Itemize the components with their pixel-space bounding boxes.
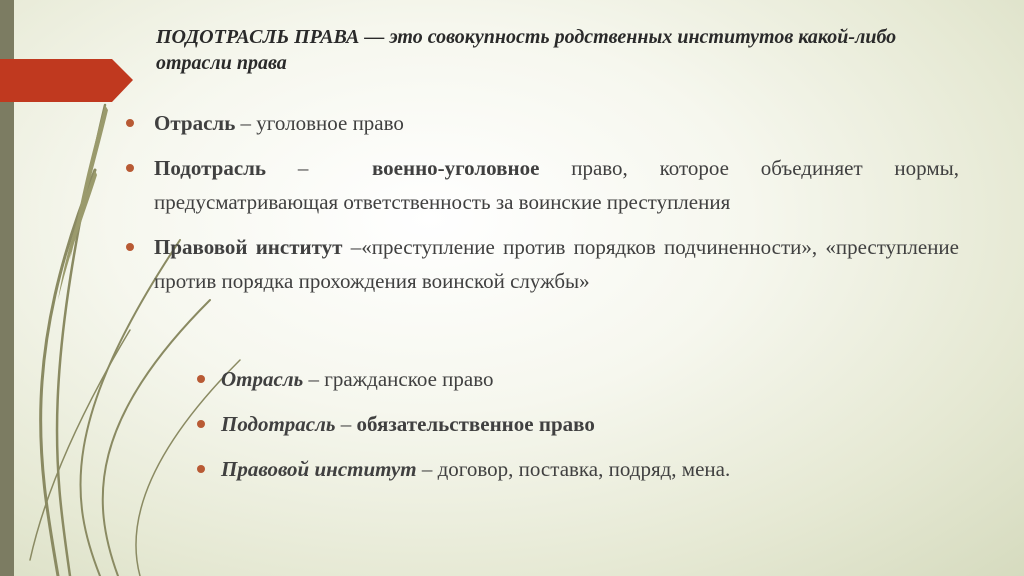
slide-title xyxy=(156,24,976,76)
main-bullet-list xyxy=(154,106,959,309)
bullet-text: – гражданское право xyxy=(303,367,494,391)
list-item xyxy=(154,230,959,298)
title-accent-arrow xyxy=(0,59,133,102)
bullet-dot-icon xyxy=(126,230,136,264)
bullet-emphasis: обязательственное право xyxy=(356,412,595,436)
bullet-dot-icon xyxy=(126,151,136,185)
bullet-dot-icon xyxy=(197,362,207,396)
bullet-text: – договор, поставка, подряд, мена. xyxy=(416,457,731,481)
list-item xyxy=(154,106,959,140)
bullet-text: право, которое объединяет нормы, предусматривающая ответственность за воинские преступления xyxy=(154,156,959,214)
sub-bullet-list xyxy=(221,362,921,497)
bullet-dot-icon xyxy=(126,106,136,140)
bullet-label: Подотрасль xyxy=(154,156,267,180)
title-definition: — это совокупность родственных институтов какой-либо отрасли права xyxy=(156,26,897,74)
bullet-dot-icon xyxy=(197,452,207,486)
bullet-text: –«преступление против порядков подчиненности», «преступление против порядка прохождения воинской службы» xyxy=(154,235,959,293)
bullet-emphasis: военно-уголовное xyxy=(371,156,540,180)
bullet-separator: – xyxy=(266,156,372,180)
list-item xyxy=(221,362,921,396)
list-item xyxy=(221,452,921,486)
list-item xyxy=(154,151,959,219)
bullet-dot-icon xyxy=(197,407,207,441)
title-term: ПОДОТРАСЛЬ ПРАВА xyxy=(156,26,360,48)
bullet-label: Отрасль xyxy=(221,367,304,391)
bullet-label: Подотрасль xyxy=(221,412,336,436)
list-item xyxy=(221,407,921,441)
bullet-label: Правовой институт xyxy=(221,457,417,481)
bullet-text: – уголовное право xyxy=(235,111,404,135)
bullet-label: Правовой институт xyxy=(154,235,343,259)
bullet-separator: – xyxy=(335,412,357,436)
bullet-label: Отрасль xyxy=(154,111,236,135)
